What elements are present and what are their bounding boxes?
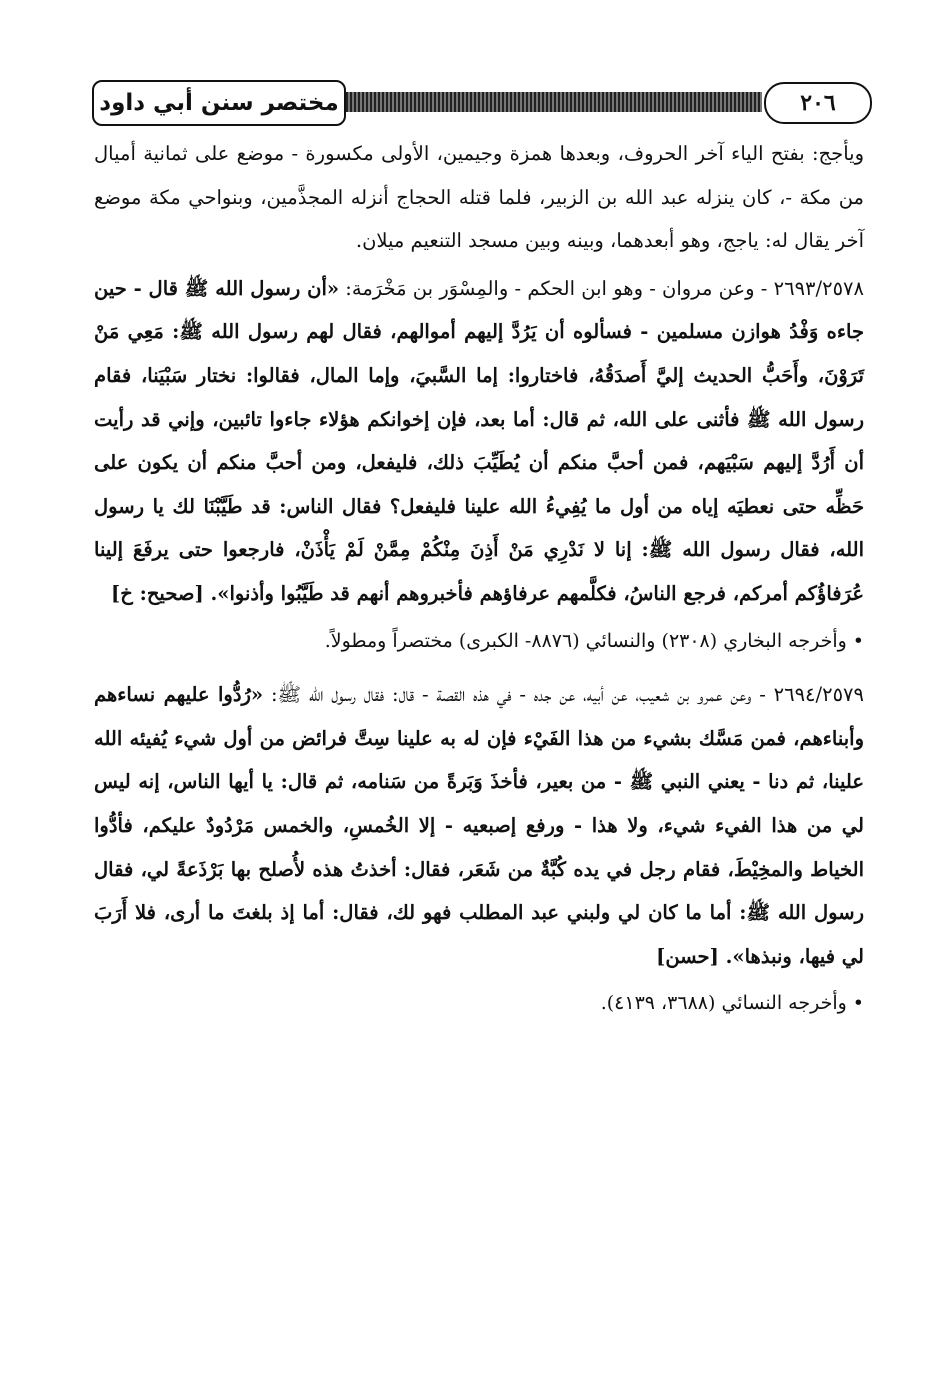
- page-number: ٢٠٦: [764, 82, 872, 124]
- book-title: مختصر سنن أبي داود: [92, 80, 346, 126]
- takhrij-note-2578: [94, 620, 864, 664]
- header-decorative-bar: [342, 92, 762, 112]
- hadith-2578: [94, 267, 864, 616]
- bullet-icon: •: [852, 992, 864, 1015]
- hadith-2579-text: «رُدُّوا عليهم نساءهم وأبناءهم، فمن مَسَّك بشيء من هذا الفَيْء فإن له به علينا سِتَّ فرائض من أول شيء يُفيئه الله علينا، ثم دنا - يعني النبي ﷺ - من بعير، فأخذَ وَبَرةً من سَنامه، ثم قال: يا أيها الناس، إنه ليس لي من هذا الفيء شيء، ولا هذا - ورفع إصبعيه - إلا الخُمسِ، والخمس مَرْدُودٌ عليكم، فأدُّوا الخياط والمخِيْطَ، فقام رجل في يده كُبَّةٌ من شَعَر، فقال: أخذتُ هذه لأُصلح بها بَرْذَعةً لي، فقال رسول الله ﷺ: أما ما كان لي ولبني عبد المطلب فهو لك، فقال: أما إذ بلغتَ ما أرى، فلا أَرَبَ لي فيها، ونبذها». [حسن]: [94, 683, 864, 968]
- takhrij-note-text: وأخرجه النسائي (٣٦٨٨، ٤١٣٩).: [600, 992, 847, 1015]
- page-body: [94, 132, 864, 1036]
- takhrij-note-text: وأخرجه البخاري (٢٣٠٨) والنسائي (٨٨٧٦- الكبرى) مختصراً ومطولاً.: [324, 629, 847, 652]
- running-header: [92, 80, 872, 128]
- hadith-2579-intro: ٢٦٩٤/٢٥٧٩ - وعن عمرو بن شعيب، عن أبيه، عن جده - في هذه القصة - قال: فقال رسول الله ﷺ:: [263, 683, 864, 707]
- hadith-2578-intro: ٢٦٩٣/٢٥٧٨ - وعن مروان - وهو ابن الحكم - والمِسْوَر بن مَخْرَمة:: [339, 276, 864, 300]
- hadith-2579: [94, 673, 864, 978]
- hadith-2578-text: «أن رسول الله ﷺ قال - حين جاءه وَفْدُ هوازن مسلمين - فسألوه أن يَرُدَّ إليهم أموالهم، فقال لهم رسول الله ﷺ: مَعِي مَنْ تَرَوْنَ، وأَحَبُّ الحديث إليَّ أَصدَقُهُ، فاختاروا: إما السَّبيَ، وإما المال، فقالوا: نختار سَبْيَنا، فقام رسول الله ﷺ فأثنى على الله، ثم قال: أما بعد، فإن إخوانكم هؤلاء جاءوا تائبين، وإني قد رأيت أن أَرُدَّ إليهم سَبْيَهم، فمن أحبَّ منكم أن يُطَيِّبَ ذلك، فليفعل، ومن أحبَّ منكم أن يكون على حَظِّه حتى نعطيَه إياه من أول ما يُفِيءُ الله علينا فليفعل؟ فقال الناس: قد طَيَّبْنَا لك يا رسول الله، فقال رسول الله ﷺ: إنا لا نَدْرِي مَنْ أَذِنَ مِنْكُمْ مِمَّنْ لَمْ يَأْذَنْ، فارجعوا حتى يرفَعَ إلينا عُرَفاؤُكم أمركم، فرجع الناسُ، فكلَّمهم عرفاؤهم فأخبروهم أنهم قد طَيَّبُوا وأذنوا». [صحيح: خ]: [94, 276, 864, 605]
- commentary-paragraph: ويأجج: بفتح الياء آخر الحروف، وبعدها همزة وجيمين، الأولى مكسورة - موضع على ثمانية أميال من مكة -، كان ينزله عبد الله بن الزبير، فلما قتله الحجاج أنزله المجذَّمين، وبنواحي مكة موضع آخر يقال له: ياجج، وهو أبعدهما، وبينه وبين مسجد التنعيم ميلان.: [94, 142, 864, 253]
- bullet-icon: •: [852, 629, 864, 652]
- takhrij-note-2579: [94, 982, 864, 1026]
